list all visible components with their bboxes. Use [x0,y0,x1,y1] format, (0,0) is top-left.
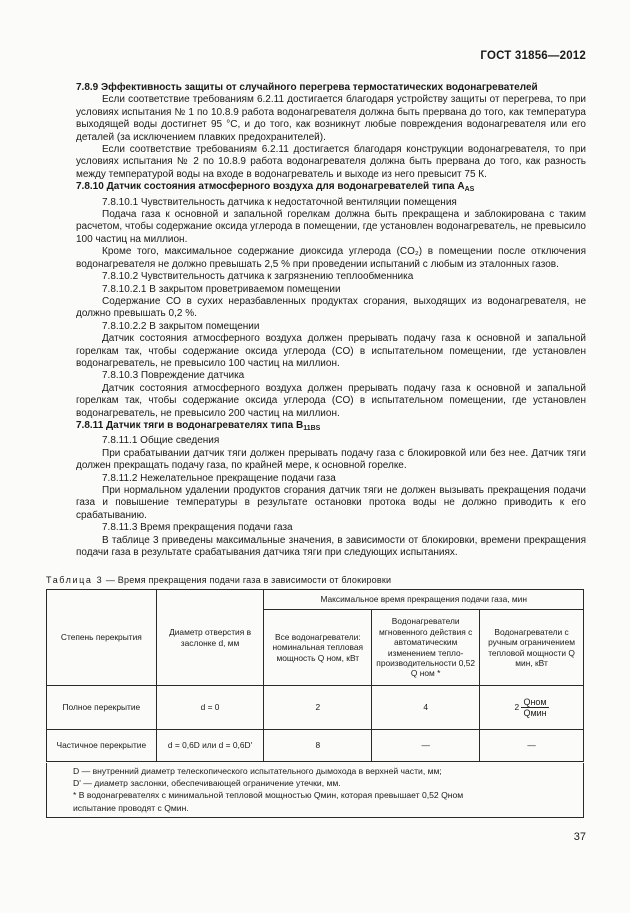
table-3 [46,589,584,762]
cell-v2: 4 [372,686,480,730]
paragraph [76,485,586,522]
section-heading [76,420,586,435]
paragraph-text: Если соответствие требованиям 6.2.11 достигается благодаря конструкции водонагревателя, то при условиях испытания № 2 по 10.8.9 работа водонагревателя должна быть прервана до того, как разность между температурой воды на входе в водонагреватель и выходе из него превысит 75 К. [76,144,586,180]
cell-diameter: d = 0 [156,686,264,730]
cell-v3 [480,686,584,730]
paragraph-text: 7.8.11.3 Время прекращения подачи газа [102,522,293,534]
fraction [521,697,548,719]
paragraph [76,144,586,181]
paragraph [76,321,586,333]
cell-diameter: d = 0,6D или d = 0,6D' [156,730,264,762]
col-header-degree: Степень перекрытия [47,590,157,686]
col-header-diameter: Диаметр отверстия в заслонке d, мм [156,590,264,686]
paragraph [76,473,586,485]
cell-degree: Полное перекрытие [47,686,157,730]
paragraph-text: 7.8.11.2 Нежелательное прекращение подачи газа [102,472,336,484]
paragraph-text: Кроме того, максимальное содержание диоксида углерода (CO₂) в помещении после отключения водонагревателя не должно превышать 2,5 % при проведении испытаний с любым из эталонных газов. [76,246,586,270]
paragraph-text: Подача газа к основной и запальной горелкам должна быть прекращена и заблокирована с таким расчетом, чтобы содержание оксида углерода в помещении, где установлен водонагреватель, не превысило 100 частиц на миллион. [76,209,586,245]
table-notes [46,763,584,818]
col-header-group: Максимальное время прекращения подачи газа, мин [264,590,584,610]
standard-header: ГОСТ 31856—2012 [480,50,586,62]
note-line: испытание проводят с Qмин. [73,802,189,813]
cell-v1: 8 [264,730,372,762]
paragraph [76,197,586,209]
subscript: AS [464,186,475,194]
paragraph-text: Датчик состояния атмосферного воздуха должен прерывать подачу газа к основной и запальной горелкам так, чтобы содержание оксида углерода (CO) в испытательном помещении, где установлен водонагреватель, не превысило 200 частиц на миллион. [76,382,586,419]
col-header-all: Все водонагреватели: номинальная тепловая мощность Q ном, кВт [264,610,372,686]
fraction-denominator: Qмин [523,708,547,718]
paragraph-text: 7.8.10.1 Чувствительность датчика к недостаточной вентиляции помещения [102,196,457,208]
fraction-numerator: Qном [521,697,548,708]
paragraph [76,246,586,271]
cell-v3-coef: 2 [514,701,520,712]
paragraph [76,522,586,534]
paragraph-text: Содержание CO в сухих неразбавленных продуктах сгорания, выходящих из водонагревателя, не должно превышать 0,2 %. [76,295,586,320]
paragraph [76,370,586,382]
note-line: D — внутренний диаметр телескопического испытательного дымохода в верхней части, мм; [73,766,442,776]
table-caption-label: Таблица 3 [46,575,104,585]
subscript: 11BS [303,424,321,432]
paragraph-text: 7.8.10.2 Чувствительность датчика к загрязнению теплообменника [102,271,414,283]
paragraph-text: 7.8.10.2.1 В закрытом проветриваемом помещении [102,283,341,295]
paragraph [76,333,586,370]
paragraph-text: В таблице 3 приведены максимальные значения, в зависимости от блокировки, времени прекращения подачи газа в результате срабатывания датчика тяги при следующих испытаниях. [76,534,586,559]
paragraph [76,296,586,321]
cell-degree: Частичное перекрытие [47,730,157,762]
paragraph-text: 7.8.11.1 Общие сведения [102,435,220,447]
paragraph [76,535,586,560]
paragraph-text: Если соответствие требованиям 6.2.11 достигается благодаря устройству защиты от перегрева, то при условиях испытания № 1 по 10.8.9 работа водонагревателя должна быть прервана до того, как температура выходящей воды достигнет 95 °С, и до того, как возникнут любые повреждения водонагревателя или его деталей (за исключением плавких предохранителей). [76,94,586,143]
cell-v2: — [372,730,480,762]
table-caption-text: — Время прекращения подачи газа в зависимости от блокировки [103,575,392,585]
document-body [76,82,586,559]
col-header-instant: Водонагреватели мгновенного действия с автоматическим изменением тепло-производительности 0,52 Q ном * [372,610,480,686]
cell-v3: — [480,730,584,762]
paragraph [76,383,586,420]
page-number: 37 [573,831,586,843]
table-row [47,686,584,730]
paragraph-text: 7.8.11 Датчик тяги в водонагревателях типа В [76,419,304,431]
section-heading [76,82,586,94]
paragraph [76,94,586,144]
paragraph-text: 7.8.10 Датчик состояния атмосферного воздуха для водонагревателей типа А [76,181,465,193]
section-heading [76,181,586,196]
cell-v1: 2 [264,686,372,730]
paragraph [76,209,586,246]
paragraph-text: При срабатывании датчик тяги должен прерывать подачу газа с блокировкой или без нее. Датчик тяги должен прекращать подачу газа, по крайней мере, к основной горелке. [76,447,586,472]
note-line: * В водонагревателях с минимальной тепловой мощностью Qмин, которая превышает 0,52 Qном [73,790,464,801]
paragraph [76,284,586,296]
paragraph-text: При нормальном удалении продуктов сгорания датчик тяги не должен вызывать прекращения подачи газа и повышение температуры в результате остановки протока воды не должно приводить к его срабатыванию. [76,485,586,521]
paragraph [76,271,586,283]
paragraph [76,435,586,447]
col-header-manual: Водонагреватели с ручным ограничением тепловой мощности Q мин, кВт [480,610,584,686]
paragraph-text: Датчик состояния атмосферного воздуха должен прерывать подачу газа к основной и запальной горелкам так, чтобы содержание оксида углерода (CO) в испытательном помещении, где установлен водонагреватель, не превысило 100 частиц на миллион. [76,333,586,369]
paragraph [76,448,586,473]
table-row [47,730,584,762]
paragraph-text: 7.8.10.2.2 В закрытом помещении [102,320,260,332]
paragraph-text: 7.8.10.3 Повреждение датчика [102,370,245,382]
paragraph-text: 7.8.9 Эффективность защиты от случайного перегрева термостатических водонагревателей [76,82,538,93]
note-line: D' — диаметр заслонки, обеспечивающей ограничение утечки, мм. [73,778,341,789]
table-caption [46,575,391,585]
